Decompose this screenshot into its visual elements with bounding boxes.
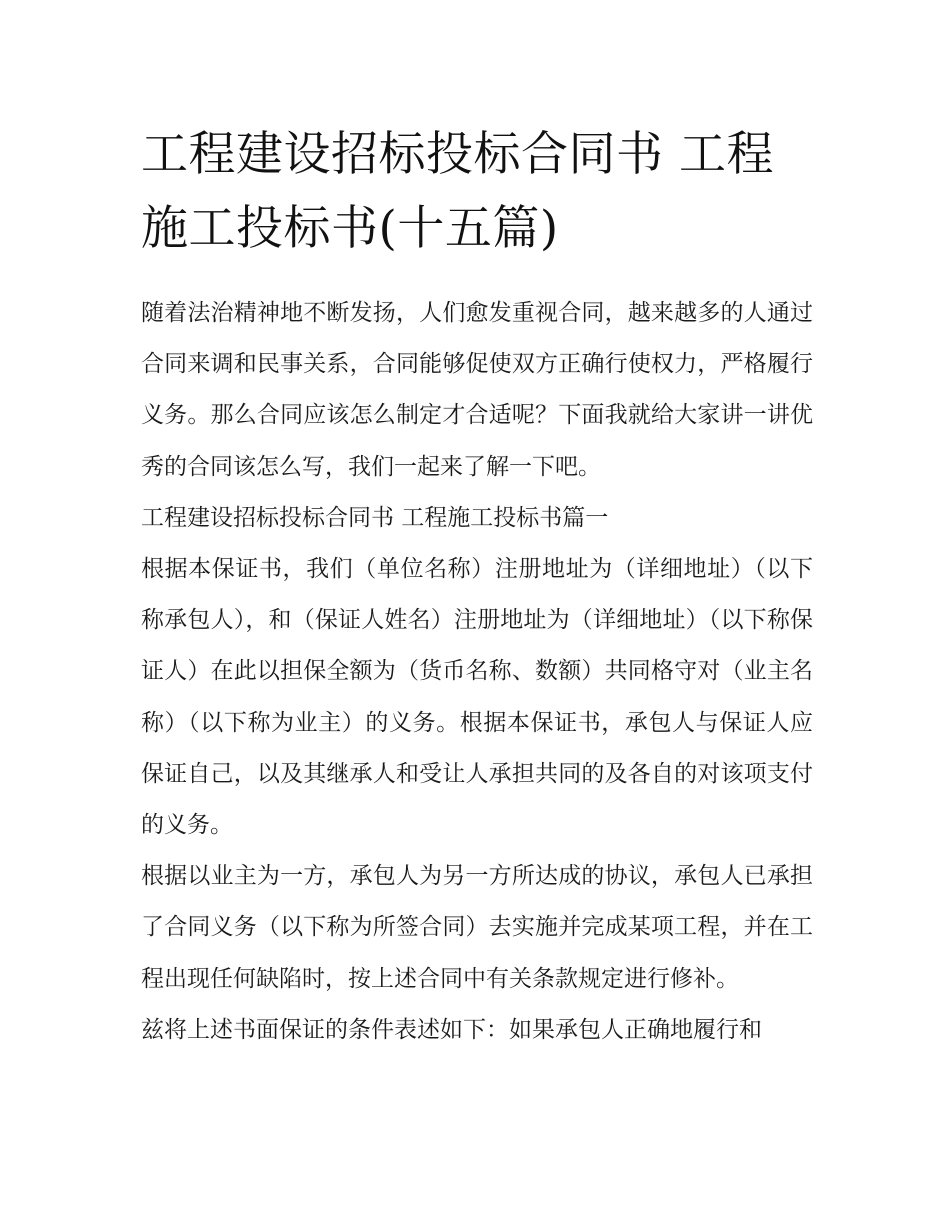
intro-paragraph: 随着法治精神地不断发扬，人们愈发重视合同，越来越多的人通过合同来调和民事关系，合同能够促使双方正确行使权力，严格履行义务。那么合同应该怎么制定才合适呢？下面我就给大家讲一讲优秀的合同该怎么写，我们一起来了解一下吧。 [141, 300, 813, 480]
body-paragraph: 兹将上述书面保证的条件表述如下：如果承包人正确地履行和 [141, 1016, 762, 1043]
document-title: 工程建设招标投标合同书 工程施工投标书(十五篇) [141, 127, 774, 256]
section-heading: 工程建设招标投标合同书 工程施工投标书篇一 [141, 504, 609, 531]
body-paragraph: 根据以业主为一方，承包人为另一方所达成的协议，承包人已承担了合同义务（以下称为所签合同）去实施并完成某项工程，并在工程出现任何缺陷时，按上述合同中有关条款规定进行修补。 [141, 863, 813, 992]
document-body [141, 118, 813, 1056]
body-paragraph: 根据本保证书，我们（单位名称）注册地址为（详细地址）（以下称承包人），和（保证人姓名）注册地址为（详细地址）（以下称保证人）在此以担保全额为（货币名称、数额）共同格守对（业主名称）（以下称为业主）的义务。根据本保证书，承包人与保证人应保证自己，以及其继承人和受让人承担共同的及各自的对该项支付的义务。 [141, 556, 813, 839]
